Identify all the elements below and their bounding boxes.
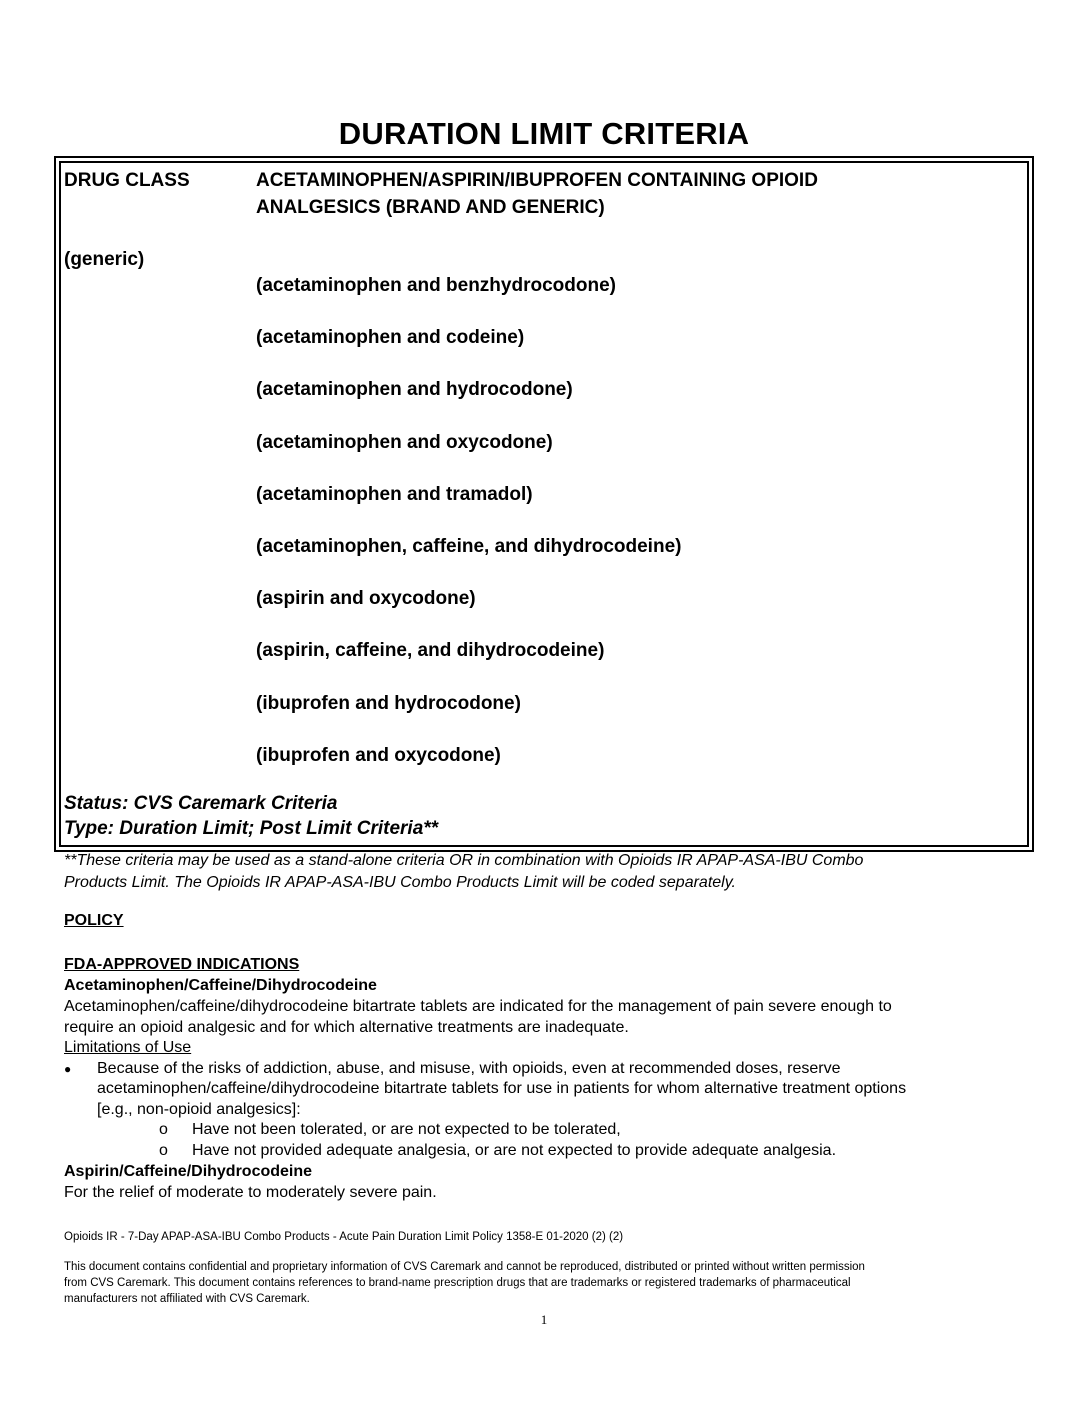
subheading-aspirin-caffeine-dihydrocodeine: Aspirin/Caffeine/Dihydrocodeine [64,1163,313,1180]
generic-drug-list [256,274,681,796]
limitation-bullet-line1: Because of the risks of addiction, abuse, and misuse, with opioids, even at recommended doses, reserve [97,1060,841,1077]
drug-class-name-line1: ACETAMINOPHEN/ASPIRIN/IBUPROFEN CONTAINING OPIOID [256,170,818,191]
footer-confidential-line3: manufacturers not affiliated with CVS Caremark. [64,1293,310,1305]
drug-class-label: DRUG CLASS [64,170,190,191]
fda-indications-heading: FDA-APPROVED INDICATIONS [64,956,300,973]
generic-drug-item: (acetaminophen and hydrocodone) [256,379,573,401]
generic-drug-item: (ibuprofen and oxycodone) [256,744,501,766]
generic-drug-item: (acetaminophen and codeine) [256,327,525,349]
sub-bullet-inadequate-analgesia: Have not provided adequate analgesia, or are not expected to provide adequate analgesia. [192,1142,837,1159]
sub-bullet-icon: o [159,1121,168,1138]
generic-drug-item: (acetaminophen, caffeine, and dihydrocodeine) [256,535,682,557]
footer-confidential-line2: from CVS Caremark. This document contains references to brand-name prescription drugs that are trademarks or registered trademarks of pharmaceutical [64,1277,851,1289]
generic-drug-item: (acetaminophen and oxycodone) [256,431,553,453]
footer-policy-id: Opioids IR - 7-Day APAP-ASA-IBU Combo Products - Acute Pain Duration Limit Policy 1358-E 01-2020 (2) (2) [64,1231,624,1243]
status-line: Status: CVS Caremark Criteria [64,793,338,814]
page-number: 1 [540,1312,548,1327]
footer-confidential-line1: This document contains confidential and proprietary information of CVS Caremark and cannot be reproduced, distributed or printed without written permission [64,1261,865,1273]
indication-text-line1: Acetaminophen/caffeine/dihydrocodeine bitartrate tablets are indicated for the management of pain severe enough to [64,998,892,1015]
generic-drug-item: (acetaminophen and tramadol) [256,483,533,505]
generic-label: (generic) [64,249,145,270]
subheading-apap-caffeine-dihydrocodeine: Acetaminophen/Caffeine/Dihydrocodeine [64,977,377,994]
criteria-note-line2: Products Limit. The Opioids IR APAP-ASA-IBU Combo Products Limit will be coded separately. [64,874,736,891]
limitation-bullet-line3: [e.g., non-opioid analgesics]: [97,1101,301,1118]
generic-drug-item: (aspirin, caffeine, and dihydrocodeine) [256,640,605,662]
criteria-note-line1: **These criteria may be used as a stand-alone criteria OR in combination with Opioids IR APAP-ASA-IBU Combo [64,852,864,869]
sub-bullet-not-tolerated: Have not been tolerated, or are not expected to be tolerated, [192,1121,621,1138]
drug-class-name-line2: ANALGESICS (BRAND AND GENERIC) [256,197,605,218]
document-title: DURATION LIMIT CRITERIA [338,116,750,151]
bullet-icon: ● [64,1062,72,1076]
policy-heading: POLICY [64,912,124,929]
limitations-of-use-heading: Limitations of Use [64,1039,192,1056]
limitation-bullet-line2: acetaminophen/caffeine/dihydrocodeine bitartrate tablets for use in patients for whom alternative treatment options [97,1080,907,1097]
type-line: Type: Duration Limit; Post Limit Criteria** [64,818,439,839]
generic-drug-item: (ibuprofen and hydrocodone) [256,692,521,714]
aspirin-indication-text: For the relief of moderate to moderately severe pain. [64,1184,437,1201]
generic-drug-item: (acetaminophen and benzhydrocodone) [256,275,616,296]
sub-bullet-icon: o [159,1142,168,1159]
generic-drug-item: (aspirin and oxycodone) [256,588,476,610]
indication-text-line2: require an opioid analgesic and for which alternative treatments are inadequate. [64,1019,629,1036]
